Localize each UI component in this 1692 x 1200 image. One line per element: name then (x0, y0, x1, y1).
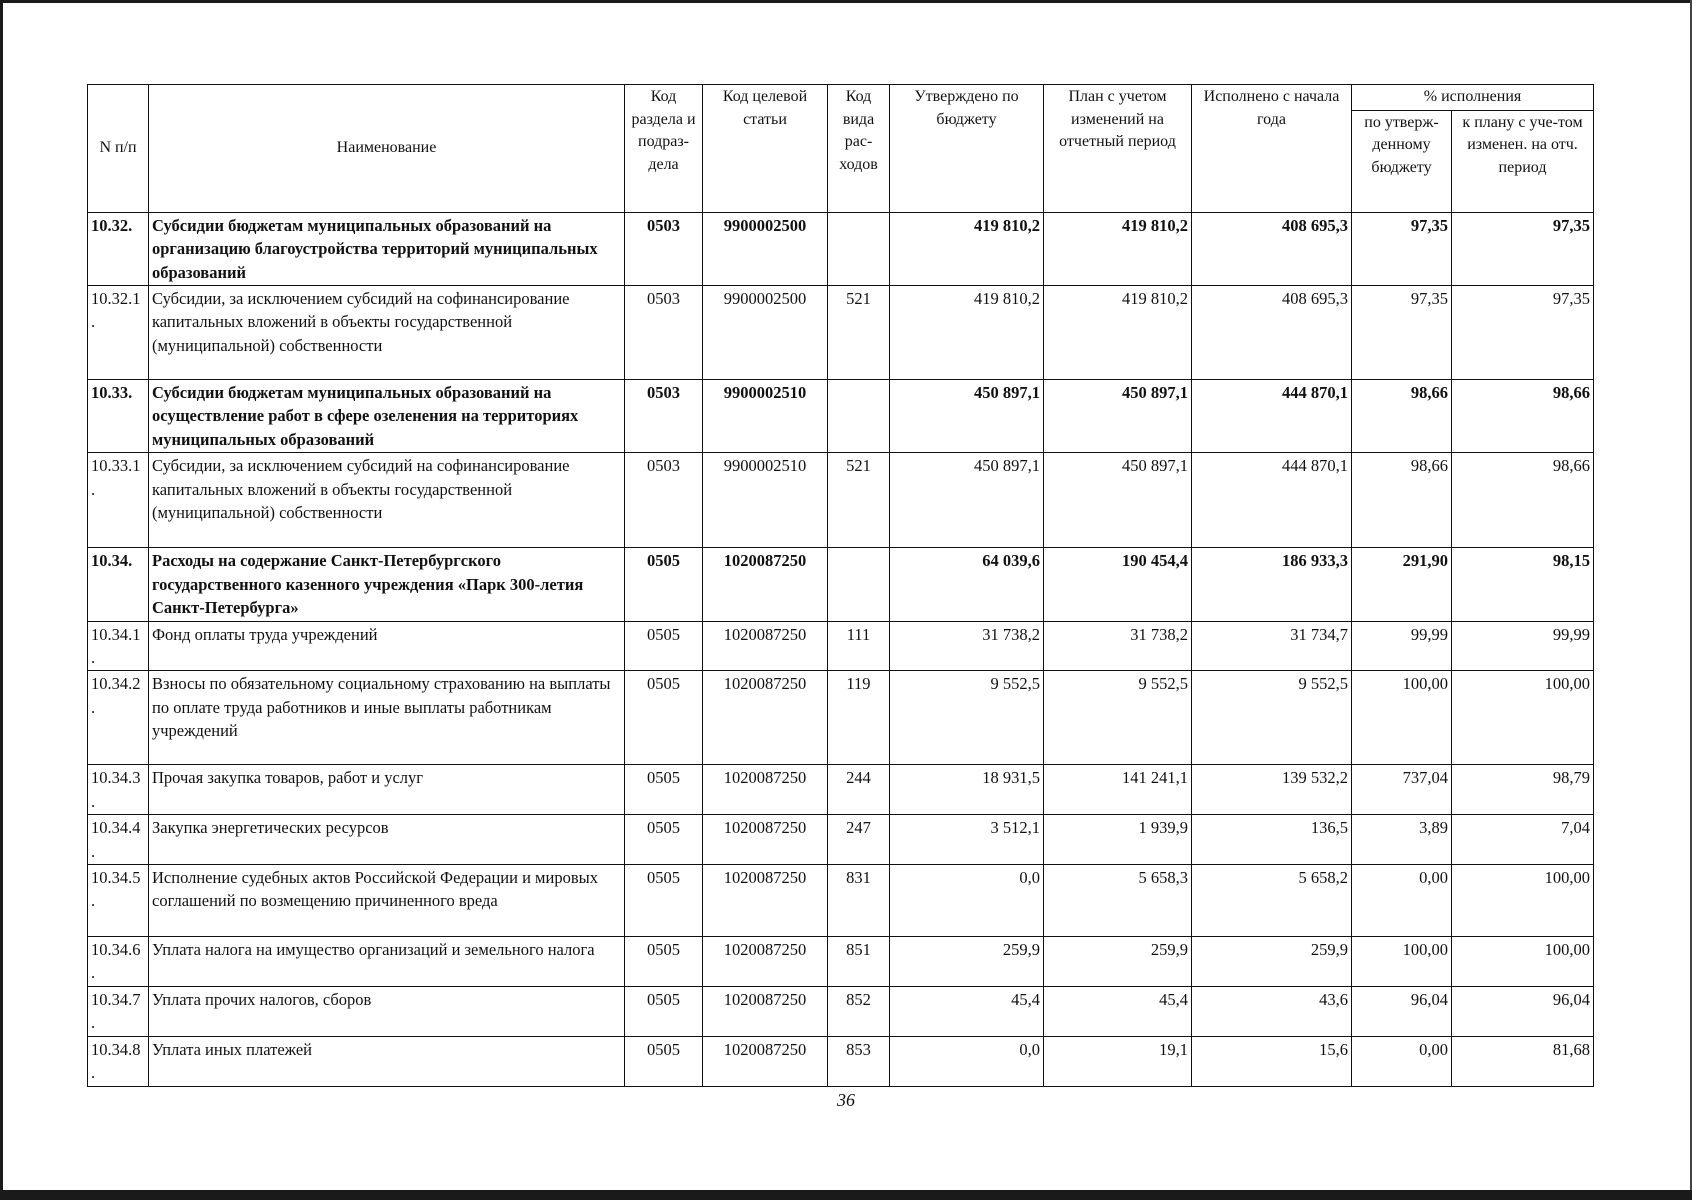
row-approved: 64 039,6 (890, 548, 1044, 621)
row-executed: 444 870,1 (1192, 379, 1352, 452)
row-name: Субсидии бюджетам муниципальных образований на осуществление работ в сфере озеленения на территориях муниципальных образований (149, 379, 625, 452)
table-row (88, 1036, 1594, 1086)
row-plan: 450 897,1 (1044, 453, 1192, 548)
row-executed: 136,5 (1192, 815, 1352, 865)
row-expense-code: 111 (828, 621, 890, 671)
row-expense-code (828, 379, 890, 452)
row-pct-approved: 99,99 (1352, 621, 1452, 671)
row-pct-plan: 96,04 (1452, 986, 1594, 1036)
row-plan: 9 552,5 (1044, 671, 1192, 765)
header-approved: Утверждено по бюджету (890, 85, 1044, 213)
row-target-code: 1020087250 (703, 865, 828, 937)
table-row (88, 986, 1594, 1036)
table-row (88, 548, 1594, 621)
table-row (88, 453, 1594, 548)
row-plan: 419 810,2 (1044, 285, 1192, 379)
row-expense-code: 831 (828, 865, 890, 937)
row-pct-plan: 7,04 (1452, 815, 1594, 865)
row-pct-approved: 96,04 (1352, 986, 1452, 1036)
row-num: 10.34.2 . (88, 671, 149, 765)
row-plan: 450 897,1 (1044, 379, 1192, 452)
row-name: Субсидии бюджетам муниципальных образований на организацию благоустройства территорий муниципальных образований (149, 212, 625, 285)
header-pct-group: % исполнения (1352, 85, 1594, 111)
header-target-code: Код целевой статьи (703, 85, 828, 213)
row-name: Уплата налога на имущество организаций и земельного налога (149, 937, 625, 987)
row-section-code: 0505 (625, 548, 703, 621)
table-row (88, 865, 1594, 937)
row-executed: 43,6 (1192, 986, 1352, 1036)
row-num: 10.34.1 . (88, 621, 149, 671)
row-num: 10.33. (88, 379, 149, 452)
row-name: Закупка энергетических ресурсов (149, 815, 625, 865)
row-target-code: 1020087250 (703, 986, 828, 1036)
row-section-code: 0505 (625, 815, 703, 865)
row-executed: 408 695,3 (1192, 212, 1352, 285)
scan-border-left (0, 0, 3, 1200)
row-target-code: 1020087250 (703, 937, 828, 987)
row-expense-code (828, 548, 890, 621)
row-pct-plan: 98,66 (1452, 379, 1594, 452)
row-executed: 5 658,2 (1192, 865, 1352, 937)
row-num: 10.34.3 . (88, 765, 149, 815)
row-pct-approved: 100,00 (1352, 671, 1452, 765)
row-pct-approved: 100,00 (1352, 937, 1452, 987)
header-name: Наименование (149, 85, 625, 213)
row-pct-approved: 98,66 (1352, 453, 1452, 548)
row-executed: 9 552,5 (1192, 671, 1352, 765)
row-name: Субсидии, за исключением субсидий на софинансирование капитальных вложений в объекты государственной (муниципальной) собственности (149, 285, 625, 379)
row-expense-code: 521 (828, 453, 890, 548)
table-row (88, 621, 1594, 671)
row-pct-plan: 100,00 (1452, 865, 1594, 937)
row-pct-plan: 98,79 (1452, 765, 1594, 815)
row-target-code: 9900002510 (703, 379, 828, 452)
row-approved: 450 897,1 (890, 453, 1044, 548)
row-executed: 444 870,1 (1192, 453, 1352, 548)
row-section-code: 0505 (625, 1036, 703, 1086)
table-row (88, 765, 1594, 815)
header-section-code: Код раздела и подраз-дела (625, 85, 703, 213)
row-plan: 259,9 (1044, 937, 1192, 987)
table-row (88, 285, 1594, 379)
row-num: 10.34.7 . (88, 986, 149, 1036)
row-approved: 0,0 (890, 865, 1044, 937)
row-plan: 45,4 (1044, 986, 1192, 1036)
row-target-code: 9900002500 (703, 285, 828, 379)
header-executed: Исполнено с начала года (1192, 85, 1352, 213)
row-pct-approved: 737,04 (1352, 765, 1452, 815)
row-section-code: 0503 (625, 453, 703, 548)
row-approved: 9 552,5 (890, 671, 1044, 765)
scan-border-bottom (0, 1190, 1692, 1200)
page-number: 36 (837, 1090, 855, 1110)
row-name: Расходы на содержание Санкт-Петербургского государственного казенного учреждения «Парк 300-летия Санкт-Петербурга» (149, 548, 625, 621)
row-plan: 419 810,2 (1044, 212, 1192, 285)
row-section-code: 0505 (625, 621, 703, 671)
header-num: N п/п (88, 85, 149, 213)
row-pct-plan: 98,15 (1452, 548, 1594, 621)
header-expense-code: Код вида рас-ходов (828, 85, 890, 213)
row-target-code: 1020087250 (703, 815, 828, 865)
row-section-code: 0505 (625, 937, 703, 987)
row-target-code: 1020087250 (703, 671, 828, 765)
row-approved: 45,4 (890, 986, 1044, 1036)
row-name: Субсидии, за исключением субсидий на софинансирование капитальных вложений в объекты государственной (муниципальной) собственности (149, 453, 625, 548)
row-pct-approved: 97,35 (1352, 212, 1452, 285)
row-pct-plan: 97,35 (1452, 285, 1594, 379)
row-target-code: 1020087250 (703, 1036, 828, 1086)
row-pct-plan: 97,35 (1452, 212, 1594, 285)
row-pct-approved: 0,00 (1352, 1036, 1452, 1086)
row-executed: 408 695,3 (1192, 285, 1352, 379)
row-target-code: 1020087250 (703, 765, 828, 815)
row-pct-plan: 99,99 (1452, 621, 1594, 671)
row-name: Уплата прочих налогов, сборов (149, 986, 625, 1036)
header-pct-plan: к плану с уче-том изменен. на отч. период (1452, 110, 1594, 212)
table-row (88, 815, 1594, 865)
row-pct-plan: 81,68 (1452, 1036, 1594, 1086)
row-pct-plan: 98,66 (1452, 453, 1594, 548)
row-expense-code: 244 (828, 765, 890, 815)
row-expense-code: 851 (828, 937, 890, 987)
row-num: 10.34. (88, 548, 149, 621)
row-approved: 419 810,2 (890, 285, 1044, 379)
row-approved: 419 810,2 (890, 212, 1044, 285)
row-plan: 5 658,3 (1044, 865, 1192, 937)
row-section-code: 0503 (625, 212, 703, 285)
row-section-code: 0505 (625, 671, 703, 765)
row-plan: 19,1 (1044, 1036, 1192, 1086)
row-section-code: 0505 (625, 765, 703, 815)
row-target-code: 1020087250 (703, 621, 828, 671)
row-target-code: 1020087250 (703, 548, 828, 621)
row-name: Взносы по обязательному социальному страхованию на выплаты по оплате труда работников и иные выплаты работникам учреждений (149, 671, 625, 765)
row-num: 10.34.4 . (88, 815, 149, 865)
row-approved: 18 931,5 (890, 765, 1044, 815)
row-approved: 31 738,2 (890, 621, 1044, 671)
row-pct-approved: 0,00 (1352, 865, 1452, 937)
table-row (88, 671, 1594, 765)
row-expense-code: 521 (828, 285, 890, 379)
row-executed: 186 933,3 (1192, 548, 1352, 621)
row-num: 10.32. (88, 212, 149, 285)
row-num: 10.34.5 . (88, 865, 149, 937)
row-plan: 1 939,9 (1044, 815, 1192, 865)
row-name: Уплата иных платежей (149, 1036, 625, 1086)
row-approved: 0,0 (890, 1036, 1044, 1086)
row-executed: 15,6 (1192, 1036, 1352, 1086)
header-pct-approved: по утверж-денному бюджету (1352, 110, 1452, 212)
row-num: 10.33.1 . (88, 453, 149, 548)
table-row (88, 379, 1594, 452)
row-pct-approved: 98,66 (1352, 379, 1452, 452)
row-section-code: 0503 (625, 285, 703, 379)
row-name: Прочая закупка товаров, работ и услуг (149, 765, 625, 815)
table-row (88, 937, 1594, 987)
row-executed: 31 734,7 (1192, 621, 1352, 671)
row-num: 10.34.6 . (88, 937, 149, 987)
header-plan: План с учетом изменений на отчетный период (1044, 85, 1192, 213)
row-section-code: 0503 (625, 379, 703, 452)
row-pct-approved: 3,89 (1352, 815, 1452, 865)
row-target-code: 9900002510 (703, 453, 828, 548)
row-plan: 190 454,4 (1044, 548, 1192, 621)
row-name: Исполнение судебных актов Российской Федерации и мировых соглашений по возмещению причиненного вреда (149, 865, 625, 937)
row-expense-code: 852 (828, 986, 890, 1036)
row-num: 10.34.8 . (88, 1036, 149, 1086)
row-name: Фонд оплаты труда учреждений (149, 621, 625, 671)
row-executed: 259,9 (1192, 937, 1352, 987)
row-pct-plan: 100,00 (1452, 937, 1594, 987)
row-num: 10.32.1 . (88, 285, 149, 379)
row-target-code: 9900002500 (703, 212, 828, 285)
row-pct-approved: 97,35 (1352, 285, 1452, 379)
budget-execution-table (87, 84, 1594, 1087)
row-approved: 3 512,1 (890, 815, 1044, 865)
row-expense-code: 119 (828, 671, 890, 765)
row-pct-approved: 291,90 (1352, 548, 1452, 621)
row-executed: 139 532,2 (1192, 765, 1352, 815)
row-section-code: 0505 (625, 865, 703, 937)
row-expense-code (828, 212, 890, 285)
row-approved: 450 897,1 (890, 379, 1044, 452)
row-pct-plan: 100,00 (1452, 671, 1594, 765)
row-plan: 141 241,1 (1044, 765, 1192, 815)
row-section-code: 0505 (625, 986, 703, 1036)
row-plan: 31 738,2 (1044, 621, 1192, 671)
table-row (88, 212, 1594, 285)
row-expense-code: 247 (828, 815, 890, 865)
scan-border-top (0, 0, 1692, 3)
row-approved: 259,9 (890, 937, 1044, 987)
row-expense-code: 853 (828, 1036, 890, 1086)
